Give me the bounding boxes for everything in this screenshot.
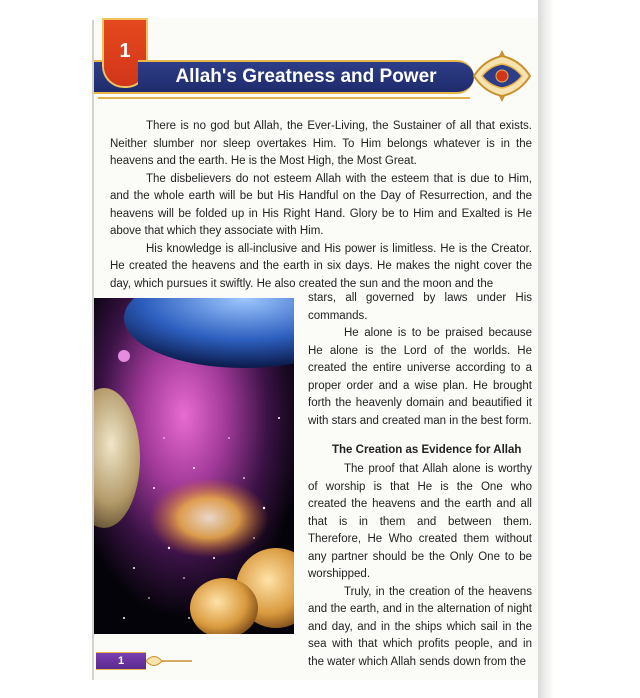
paragraph-5: The proof that Allah alone is worthy of worship is that He is the One who created the heavens and the earth and all that is in them and between them. Therefore, He Who created them without any partner should be the Only One to be worshipped. [308, 463, 532, 580]
text-block-column [308, 290, 532, 430]
footer-ornament-icon [146, 650, 192, 672]
chapter-title: Allah's Greatness and Power [175, 66, 437, 87]
paragraph-2: The disbelievers do not esteem Allah with the esteem that is due to Him, and the whole earth will be but His Handful on the Day of Resurrection, and the heavens will be folded up in His Right Hand. Glory be to Him and Exalted is He above that which they associate with Him. [110, 172, 532, 237]
chapter-number: 1 [119, 40, 131, 62]
section-heading: The Creation as Evidence for Allah [332, 444, 522, 456]
paragraph-1: There is no god but Allah, the Ever-Living, the Sustainer of all that exists. Neither slumber nor sleep overtakes Him. To Him belongs whatever is in the heavens and the earth. He is the Most High, the Most Great. [110, 120, 532, 167]
paragraph-3: His knowledge is all-inclusive and His power is limitless. He is the Creator. He created the heavens and the earth in six days. He makes the night cover the day, which pursues it swiftly. He also created the sun and the moon and the [110, 242, 532, 290]
text-block-column-lower [308, 461, 532, 671]
page-number-badge [96, 652, 146, 670]
paragraph-3-continued: stars, all governed by laws under His commands. [308, 292, 532, 322]
space-illustration [94, 298, 294, 634]
paragraph-6: Truly, in the creation of the heavens and the earth, and in the alternation of night and day, and in the ships which sail in the sea with that which profits people, and in the water which Allah sends down from the [308, 585, 532, 668]
ornament-medallion-icon [470, 46, 534, 106]
page-number: 1 [117, 655, 125, 667]
chapter-title-bar [138, 60, 474, 94]
text-block-top [110, 118, 532, 293]
title-underline [98, 97, 470, 99]
page-spine-shadow [538, 0, 554, 698]
paragraph-4: He alone is to be praised because He alone is the Lord of the worlds. He created the entire universe according to a proper order and a wise plan. He brought forth the heavenly domain and beautified it with stars and created man in the best form. [308, 327, 532, 427]
